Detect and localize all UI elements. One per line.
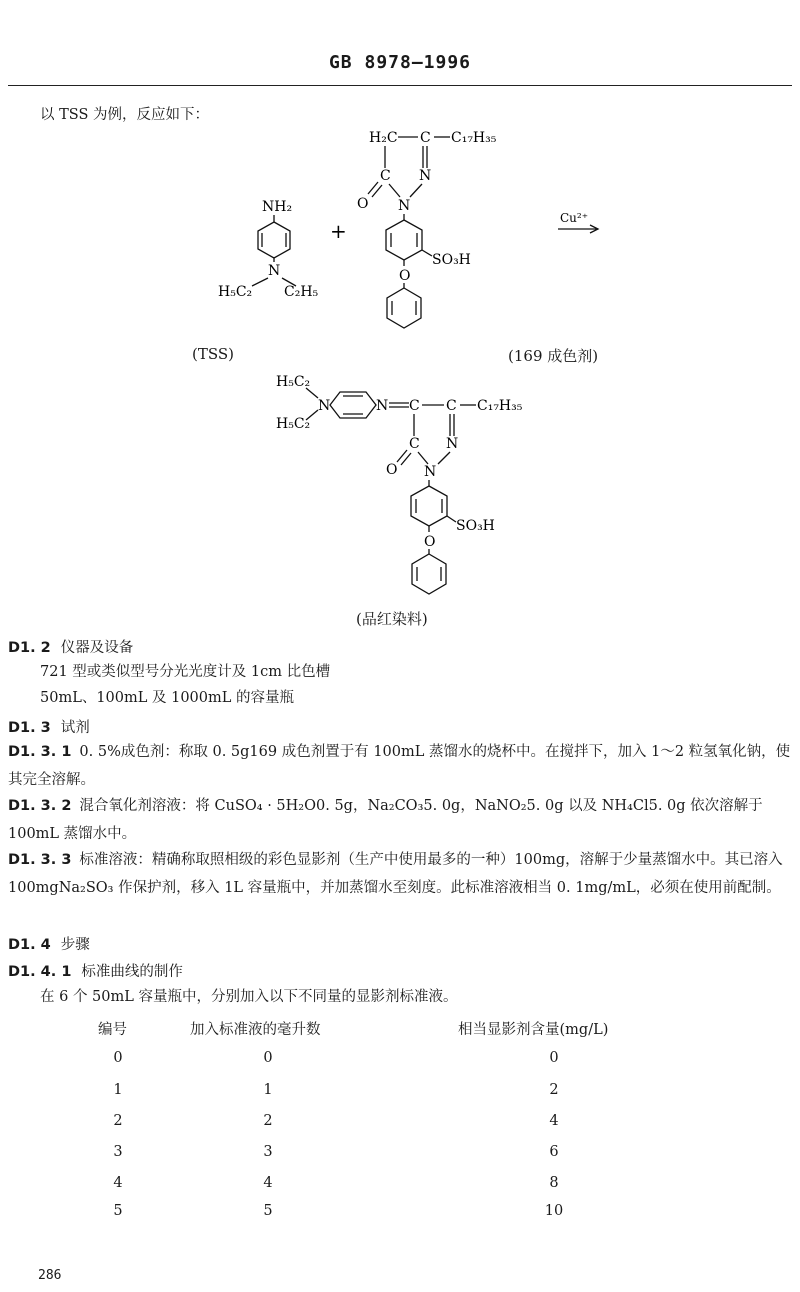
section-d14: [8, 933, 90, 954]
tss-nh2: NH₂: [262, 199, 293, 215]
catalyst-label: Cu²⁺: [560, 211, 589, 225]
page-number: 286: [38, 1268, 62, 1283]
svg-text:C: C: [409, 436, 420, 452]
standard-number: GB 8978—1996: [328, 52, 472, 73]
section-title: 仪器及设备: [60, 640, 134, 656]
caption-coupler: (169 成色剂): [508, 347, 599, 365]
svg-text:N: N: [376, 398, 389, 414]
svg-text:C: C: [446, 398, 457, 414]
svg-text:N: N: [446, 436, 459, 452]
section-text: 标准溶液：精确称取照相级的彩色显影剂（生产中使用最多的一种）100mg，溶解于少量蒸馏水中。其已溶入 100mgNa₂SO₃ 作保护剂，移入 1L 容量瓶中，并加蒸馏水至刻度。此标准溶液相当 0. 1mg/mL，必须在使用前配制。: [8, 852, 783, 896]
svg-text:H₅C₂: H₅C₂: [276, 374, 311, 390]
tss-n: N: [268, 263, 281, 279]
table-header-content: 相当显影剂含量(mg/L): [458, 1022, 609, 1038]
svg-text:H₂C: H₂C: [369, 130, 398, 146]
svg-text:N: N: [419, 168, 432, 184]
svg-text:C₁₇H₃₅: C₁₇H₃₅: [451, 130, 497, 146]
section-text: 混合氧化剂溶液：将 CuSO₄ · 5H₂O0. 5g，Na₂CO₃5. 0g，NaNO₂5. 0g 以及 NH₄Cl5. 0g 依次溶解于 100mL 蒸馏水中。: [8, 798, 763, 842]
svg-text:C₁₇H₃₅: C₁₇H₃₅: [477, 398, 523, 414]
svg-text:N: N: [398, 198, 411, 214]
section-number: D1. 3. 2: [8, 798, 72, 814]
svg-text:H₅C₂: H₅C₂: [276, 416, 311, 432]
tss-structure: [218, 199, 319, 300]
svg-text:O: O: [386, 462, 398, 478]
svg-text:O: O: [424, 534, 436, 550]
tss-ring: [258, 222, 290, 258]
section-number: D1. 4. 1: [8, 964, 72, 980]
caption-product: (品红染料): [356, 610, 428, 628]
section-title: 标准曲线的制作: [81, 964, 183, 980]
svg-text:SO₃H: SO₃H: [432, 252, 471, 268]
svg-text:C: C: [380, 168, 391, 184]
d12-line-1: 721 型或类似型号分光光度计及 1cm 比色槽: [40, 664, 331, 680]
section-number: D1. 3. 3: [8, 852, 72, 868]
svg-text:C: C: [420, 130, 431, 146]
section-text: 0. 5%成色剂：称取 0. 5g169 成色剂置于有 100mL 蒸馏水的烧杯中。在搅拌下，加入 1～2 粒氢氧化钠，使其完全溶解。: [8, 744, 791, 788]
intro-text: 以 TSS 为例，反应如下：: [40, 107, 210, 123]
section-d133: [8, 846, 794, 902]
section-d132: [8, 792, 794, 848]
section-number: D1. 3. 1: [8, 744, 72, 760]
svg-text:C: C: [409, 398, 420, 414]
section-d12: [8, 636, 133, 657]
section-number: D1. 2: [8, 640, 51, 656]
reaction-scheme: [0, 0, 800, 640]
section-d13: [8, 716, 90, 737]
section-d141: [8, 960, 183, 981]
plus-sign: +: [330, 219, 347, 243]
product-structure: [276, 374, 523, 594]
section-title: 步骤: [60, 937, 90, 953]
section-d131: [8, 738, 794, 794]
table-header-number: 编号: [98, 1022, 127, 1038]
table-header-volume: 加入标准液的毫升数: [190, 1022, 321, 1038]
d12-line-2: 50mL、100mL 及 1000mL 的容量瓶: [40, 690, 294, 706]
tss-ethyl-right: C₂H₅: [284, 284, 319, 300]
section-number: D1. 4: [8, 937, 51, 953]
svg-text:O: O: [399, 268, 411, 284]
d141-intro: 在 6 个 50mL 容量瓶中，分别加入以下不同量的显影剂标准液。: [40, 989, 458, 1005]
caption-tss: (TSS): [192, 345, 234, 363]
svg-text:N: N: [424, 464, 437, 480]
section-number: D1. 3: [8, 720, 51, 736]
svg-text:SO₃H: SO₃H: [456, 518, 495, 534]
svg-text:N: N: [318, 398, 331, 414]
tss-ethyl-left: H₅C₂: [218, 284, 253, 300]
section-title: 试剂: [60, 720, 90, 736]
svg-text:O: O: [357, 196, 369, 212]
coupler-structure: [357, 130, 497, 328]
